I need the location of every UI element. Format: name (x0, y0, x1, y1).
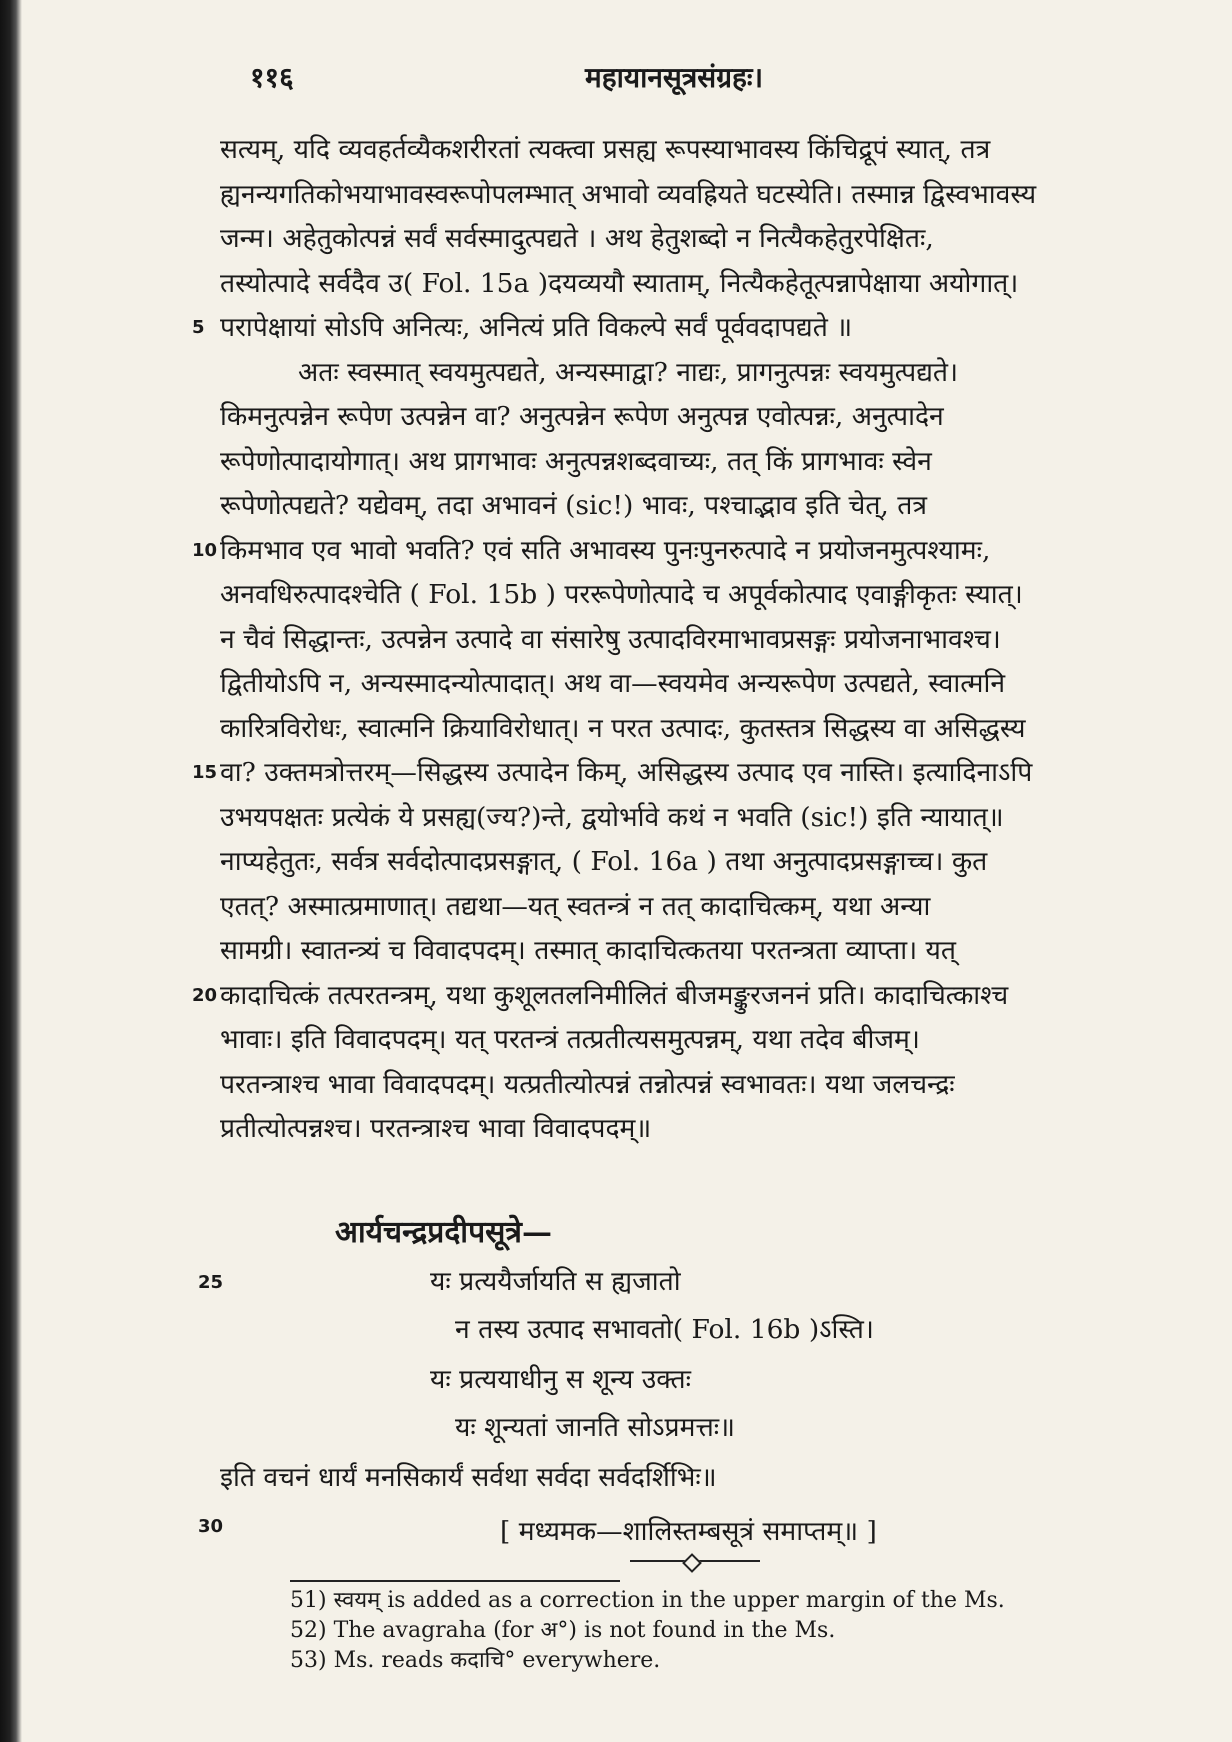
line-text: कादाचित्कं तत्परतन्त्रम्, यथा कुशूलतलनिमीलितं बीजमङ्कुरजननं प्रति। कादाचित्काश्च (220, 979, 1009, 1011)
text-line (220, 128, 1180, 173)
verse-line: यः प्रत्ययैर्जायति स ह्यजातो (430, 1266, 681, 1297)
footnotes (290, 1724, 1190, 1725)
text-line (220, 840, 1180, 885)
verse-line: इति वचनं धार्यं मनसिकार्यं सर्वथा सर्वदा सर्वदर्शिभिः॥ (220, 1462, 717, 1493)
text-line (220, 173, 1180, 218)
binding-edge (0, 0, 22, 1742)
page-number: ११६ (250, 61, 294, 94)
verse-heading: आर्यचन्द्रप्रदीपसूत्रे— (335, 1215, 552, 1250)
line-text: सत्यम्, यदि व्यवहर्तव्यैकशरीरतां त्यक्त्वा प्रसह्य रूपस्याभावस्य किंचिद्रूपं स्यात्, तत्र (220, 134, 991, 165)
line-number: 30 (198, 1516, 224, 1537)
text-line (220, 707, 1180, 752)
line-text: रूपेणोत्पद्यते? यद्येवम्, तदा अभावनं (sic!) भावः, पश्चाद्भाव इति चेत्, तत्र (220, 490, 928, 521)
line-text: प्रतीत्योत्पन्नश्च। परतन्त्राश्च भावा विवादपदम्॥ (220, 1113, 652, 1144)
line-text: नाप्यहेतुतः, सर्वत्र सर्वदोत्पादप्रसङ्गात्, ( Fol. 16a ) तथा अनुत्पादप्रसङ्गाच्च। कुत (220, 846, 988, 877)
line-text: उभयपक्षतः प्रत्येकं ये प्रसह्य(ज्य?)न्ते, द्वयोर्भावे कथं न भवति (sic!) इति न्यायात्॥ (220, 801, 1004, 833)
line-number: 15 (192, 762, 218, 783)
line-text: सामग्री। स्वातन्त्र्यं च विवादपदम्। तस्मात् कादाचित्कतया परतन्त्रता व्याप्ता। यत् (220, 935, 957, 966)
line-text: तस्योत्पादे सर्वदैव उ( Fol. 15a )दयव्ययौ स्याताम्, नित्यैकहेतूत्पन्नापेक्षाया अयोगात्। (220, 267, 1019, 299)
line-text: वा? उक्तमत्रोत्तरम्—सिद्धस्य उत्पादेन किम्, असिद्धस्य उत्पाद एव नास्ति। इत्यादिनाऽपि (220, 757, 1033, 788)
line-text: परापेक्षायां सोऽपि अनित्यः, अनित्यं प्रति विकल्पे सर्वं पूर्ववदापद्यते ॥ (220, 312, 853, 343)
text-line (220, 484, 1180, 529)
text-line (220, 929, 1180, 974)
footnote: 53) Ms. reads कदाचि° everywhere. (290, 1648, 661, 1673)
line-text: कारित्रविरोधः, स्वात्मनि क्रियाविरोधात्। न परत उत्पादः, कुतस्तत्र सिद्धस्य वा असिद्धस्य (220, 712, 1026, 744)
text-line (192, 529, 1180, 574)
verse-line: यः शून्यतां जानति सोऽप्रमत्तः॥ (455, 1412, 735, 1443)
text-line (220, 262, 1180, 307)
footnote-area (290, 1580, 1170, 1676)
line-text: अतः स्वस्मात् स्वयमुत्पद्यते, अन्यस्माद्वा? नाद्यः, प्रागनुत्पन्नः स्वयमुत्पद्यते। (298, 356, 959, 388)
footnote: 51) स्वयम् is added as a correction in the upper margin of the Ms. (290, 1588, 1005, 1613)
line-text: अनवधिरुत्पादश्चेति ( Fol. 15b ) पररूपेणोत्पादे च अपूर्वकोत्पाद एवाङ्गीकृतः स्यात्। (220, 579, 1023, 610)
text-line (220, 796, 1180, 841)
line-number: 5 (192, 317, 205, 338)
text-line (192, 974, 1180, 1019)
colophon: [ मध्यमक—शालिस्तम्बसूत्रं समाप्तम्॥ ] (500, 1516, 877, 1547)
text-line (220, 662, 1180, 707)
text-line (220, 1018, 1180, 1063)
text-line (220, 573, 1180, 618)
text-line (220, 885, 1180, 930)
line-text: किमभाव एव भावो भवति? एवं सति अभावस्य पुनःपुनरुत्पादे न प्रयोजनमुत्पश्यामः, (220, 534, 991, 566)
text-line (220, 440, 1180, 485)
main-text (192, 128, 1180, 1152)
line-text: जन्म। अहेतुकोत्पन्नं सर्वं सर्वस्मादुत्पद्यते । अथ हेतुशब्दो न नित्यैकहेतुरपेक्षितः, (220, 223, 934, 254)
text-line (220, 395, 1180, 440)
line-number: 25 (198, 1272, 224, 1293)
text-line (220, 1107, 1180, 1152)
text-line (192, 306, 1180, 351)
line-text: किमनुत्पन्नेन रूपेण उत्पन्नेन वा? अनुत्पन्नेन रूपेण अनुत्पन्न एवोत्पन्नः, अनुत्पादेन (220, 401, 944, 432)
running-title: महायानसूत्रसंग्रहः। (585, 61, 764, 94)
page-header (250, 58, 1130, 102)
line-text: भावाः। इति विवादपदम्। यत् परतन्त्रं तत्प्रतीत्यसमुत्पन्नम्, यथा तदेव बीजम्। (220, 1024, 920, 1055)
line-text: न चैवं सिद्धान्तः, उत्पन्नेन उत्पादे वा संसारेषु उत्पादविरमाभावप्रसङ्गः प्रयोजनाभावश्च। (220, 623, 1001, 655)
text-line (220, 618, 1180, 663)
text-line (220, 351, 1180, 396)
text-line (192, 751, 1180, 796)
line-text: ह्यनन्यगतिकोभयाभावस्वरूपोपलम्भात् अभावो व्यवह्रियते घटस्येति। तस्मान्न द्विस्वभावस्य (220, 178, 1037, 210)
line-text: एतत्? अस्मात्प्रमाणात्। तद्यथा—यत् स्वतन्त्रं न तत् कादाचित्कम्, यथा अन्या (220, 890, 931, 922)
line-text: द्वितीयोऽपि न, अन्यस्मादन्योत्पादात्। अथ वा—स्वयमेव अन्यरूपेण उत्पद्यते, स्वात्मनि (220, 668, 1006, 699)
verse-line: न तस्य उत्पाद सभावतो( Fol. 16b )ऽस्ति। (455, 1314, 874, 1345)
line-text: रूपेणोत्पादायोगात्। अथ प्रागभावः अनुत्पन्नशब्दवाच्यः, तत् किं प्रागभावः स्वेन (220, 445, 932, 477)
verse-line: यः प्रत्ययाधीनु स शून्य उक्तः (430, 1364, 691, 1395)
footnote-rule (290, 1580, 620, 1582)
line-number: 10 (192, 539, 218, 561)
divider-ornament (630, 1560, 760, 1566)
text-line (220, 1063, 1180, 1108)
line-text: परतन्त्राश्च भावा विवादपदम्। यत्प्रतीत्योत्पन्नं तन्नोत्पन्नं स्वभावतः। यथा जलचन्द्रः (220, 1068, 955, 1100)
line-number: 20 (192, 984, 218, 1006)
text-line (220, 217, 1180, 262)
footnote: 52) The avagraha (for अ°) is not found in the Ms. (290, 1618, 836, 1643)
